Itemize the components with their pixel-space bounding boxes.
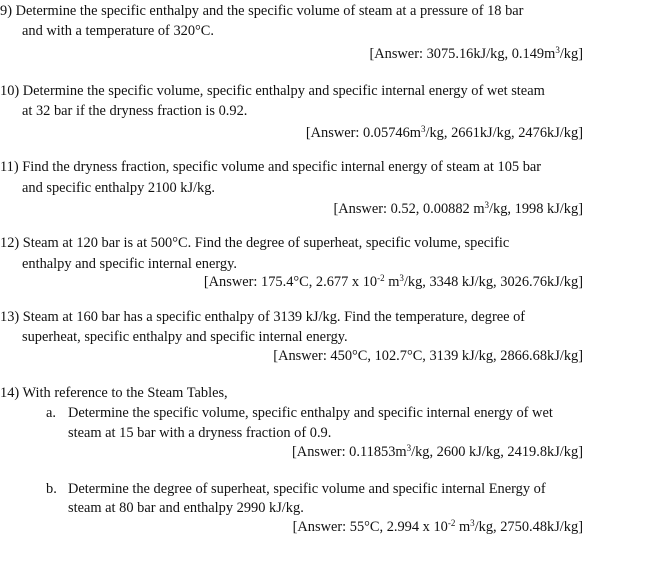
question-14b-answer: [Answer: 55°C, 2.994 x $10^{-2}$ $m^3/kg$, 2750.48kJ/kg] [292, 518, 583, 535]
question-10-line-1: 10) Determine the specific volume, specific enthalpy and specific internal energy of wet steam [0, 83, 545, 99]
question-12-line-1: 12) Steam at 120 bar is at 500°C. Find the degree of superheat, specific volume, specific [0, 235, 510, 251]
question-14b-marker: b. [46, 481, 57, 497]
question-13-line-1: 13) Steam at 160 bar has a specific enthalpy of 3139 kJ/kg. Find the temperature, degree of [0, 309, 526, 325]
question-11-line-1: 11) Find the dryness fraction, specific volume and specific internal energy of steam at 105 bar [0, 159, 542, 175]
question-13-answer: [Answer: 450°C, 102.7°C, 3139 kJ/kg, 2866.68kJ/kg] [273, 348, 583, 364]
question-10-answer: [Answer: $0.05746m^3/kg$, 2661kJ/kg, 2476kJ/kg] [305, 124, 583, 141]
question-14a-line-2: steam at 15 bar with a dryness fraction of 0.9. [68, 425, 332, 441]
question-12-line-2: enthalpy and specific internal energy. [22, 256, 237, 272]
question-14b-line-1: Determine the degree of superheat, specific volume and specific internal Energy of [68, 481, 546, 497]
question-10-line-2: at 32 bar if the dryness fraction is 0.92. [22, 103, 248, 119]
question-12-answer: [Answer: 175.4°C, 2.677 x $10^{-2}$ $m^3/kg$, 3348 kJ/kg, 3026.76kJ/kg] [203, 273, 583, 290]
question-9-line-1: 9) Determine the specific enthalpy and the specific volume of steam at a pressure of 18 bar [0, 3, 524, 19]
question-14a-marker: a. [46, 405, 56, 421]
question-11-answer: [Answer: 0.52, 0.00882 $m^3/kg$, 1998 kJ/kg] [333, 200, 583, 217]
question-13-line-2: superheat, specific enthalpy and specific internal energy. [22, 329, 348, 345]
question-11-line-2: and specific enthalpy 2100 kJ/kg. [22, 180, 216, 196]
question-14a-answer: [Answer: $0.11853m^3/kg$, 2600 kJ/kg, 2419.8kJ/kg] [292, 443, 583, 460]
question-14a-line-1: Determine the specific volume, specific enthalpy and specific internal energy of wet [68, 405, 553, 421]
question-9-answer: [Answer: 3075.16kJ/kg, $0.149m^3/kg$] [369, 45, 583, 62]
question-9-line-2: and with a temperature of 320°C. [22, 23, 214, 39]
question-14b-line-2: steam at 80 bar and enthalpy 2990 kJ/kg. [68, 500, 304, 516]
question-14-heading: 14) With reference to the Steam Tables, [0, 385, 228, 401]
